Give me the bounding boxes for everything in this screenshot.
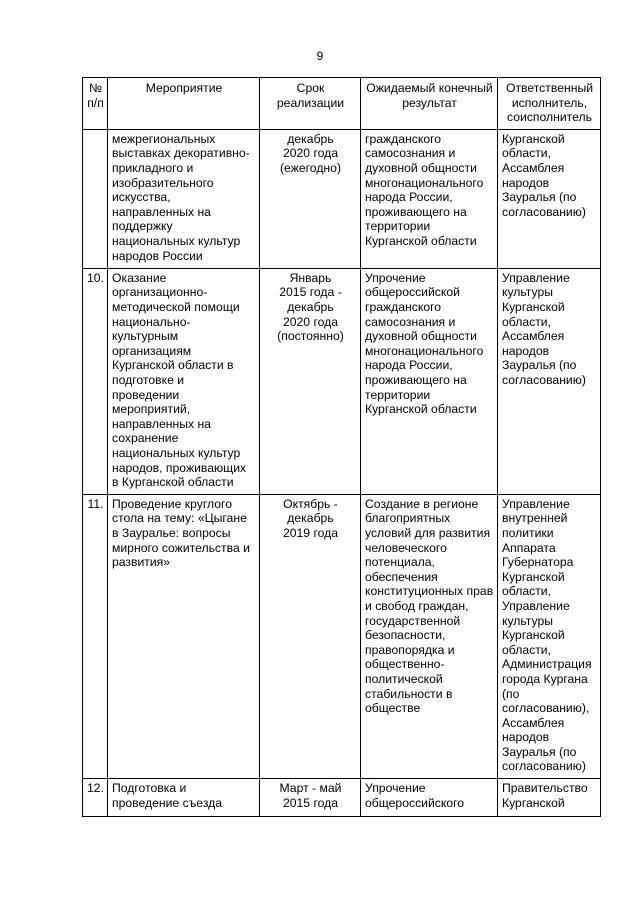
row-event: Подготовка и проведение съезда — [108, 779, 260, 817]
table-row — [83, 494, 601, 778]
row-responsible: Курганской области, Ассамблея народов Зауралья (по согласованию) — [498, 129, 601, 268]
row-event: межрегиональных выставках декоративно- прикладного и изобразительного искусства, направленных на поддержку национальных культур народов России — [108, 129, 260, 268]
header-num: № п/п — [83, 78, 108, 130]
table-header-row — [83, 78, 601, 130]
row-num: 12. — [83, 779, 108, 817]
row-result: гражданского самосознания и духовной общности многонационального народа России, проживающего на территории Курганской области — [361, 129, 498, 268]
header-term: Срок реализации — [260, 78, 361, 130]
row-result: Упрочение общероссийской гражданского самосознания и духовной общности многонационального народа России, проживающего на территории Курганской области — [361, 268, 498, 494]
row-result: Создание в регионе благоприятных условий для развития человеческого потенциала, обеспечения конституционных прав и свобод граждан, государственной безопасности, правопорядка и общественно- политической стабильности в обществе — [361, 494, 498, 778]
row-responsible: Управление культуры Курганской области, Ассамблея народов Зауралья (по согласованию) — [498, 268, 601, 494]
row-num: 10. — [83, 268, 108, 494]
row-responsible: Правительство Курганской — [498, 779, 601, 817]
row-event: Проведение круглого стола на тему: «Цыгане в Зауралье: вопросы мирного сожительства и развития» — [108, 494, 260, 778]
row-term: Январь 2015 года - декабрь 2020 года (постоянно) — [260, 268, 361, 494]
header-responsible: Ответственный исполнитель, соисполнитель — [498, 78, 601, 130]
row-term: Октябрь - декабрь 2019 года — [260, 494, 361, 778]
row-term: декабрь 2020 года (ежегодно) — [260, 129, 361, 268]
events-table — [82, 77, 601, 817]
table-row — [83, 779, 601, 817]
header-result: Ожидаемый конечный результат — [361, 78, 498, 130]
row-num: 11. — [83, 494, 108, 778]
table-row — [83, 268, 601, 494]
row-term: Март - май 2015 года — [260, 779, 361, 817]
table-row — [83, 129, 601, 268]
row-event: Оказание организационно- методической помощи национально- культурным организациям Курганской области в подготовке и проведении мероприятий, направленных на сохранение национальных культур народов, проживающих в Курганской области — [108, 268, 260, 494]
row-num — [83, 129, 108, 268]
row-result: Упрочение общероссийского — [361, 779, 498, 817]
row-responsible: Управление внутренней политики Аппарата Губернатора Курганской области, Управление культуры Курганской области, Администрация города Кургана (по согласованию), Ассамблея народов Зауралья (по согласованию) — [498, 494, 601, 778]
header-event: Мероприятие — [108, 78, 260, 130]
page-number: 9 — [316, 49, 324, 63]
